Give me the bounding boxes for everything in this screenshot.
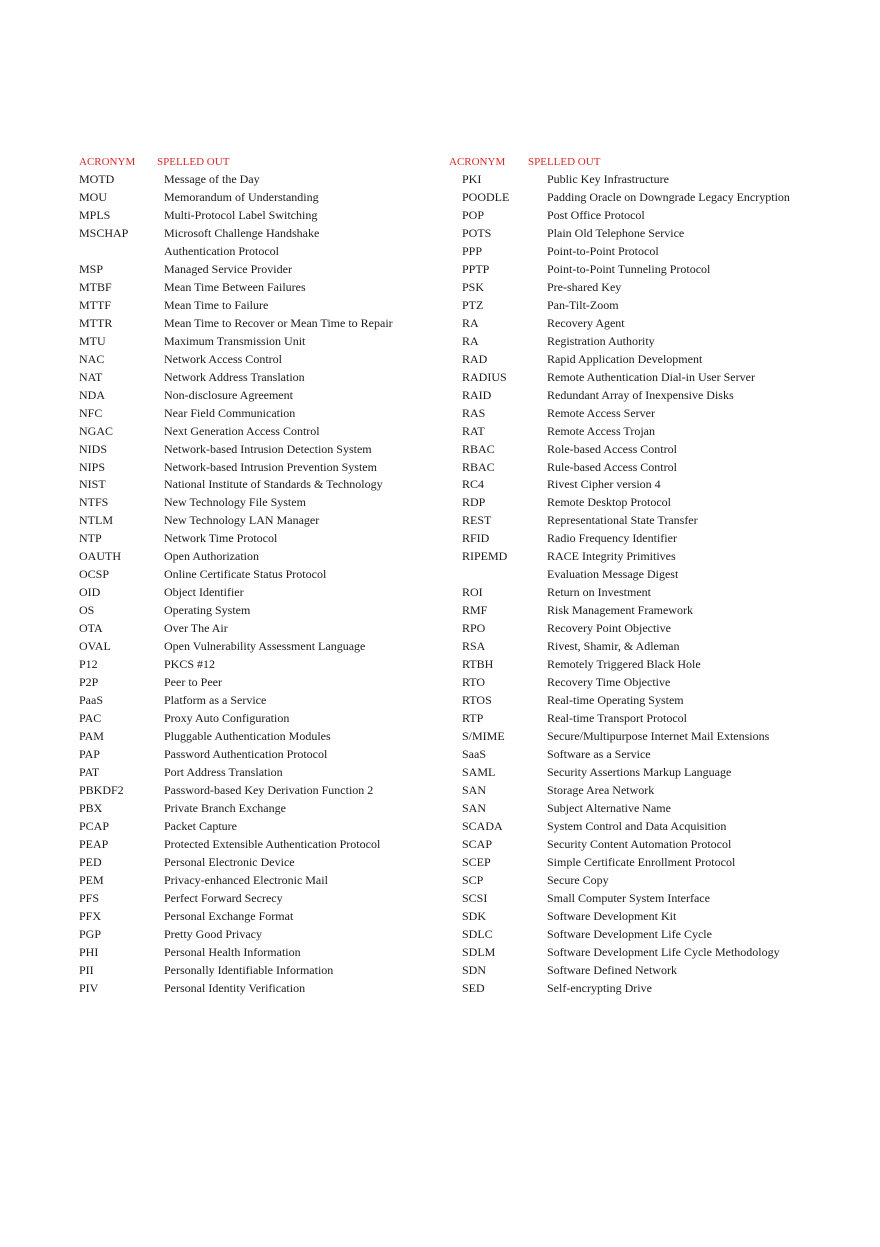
acronym-row [449,944,790,962]
acronym-term: SCEP [462,854,491,869]
acronym-term: SCP [462,872,484,887]
acronym-definition: Perfect Forward Secrecy [164,890,283,905]
acronym-definition: Rivest Cipher version 4 [547,477,661,492]
acronym-row [449,261,790,279]
acronym-term: P2P [79,675,99,690]
acronym-term: OID [79,585,101,600]
acronym-term: MSP [79,261,104,276]
acronym-header: ACRONYM [449,156,506,168]
acronym-row [449,710,790,728]
acronym-term: MPLS [79,207,111,222]
acronym-term: NTLM [79,513,113,528]
acronym-row [449,243,790,261]
acronym-term: RTO [462,675,486,690]
acronym-row [79,189,393,207]
acronym-term: NAT [79,369,103,384]
acronym-definition: Near Field Communication [164,405,296,420]
acronym-definition: Self-encrypting Drive [547,980,652,995]
acronym-row [79,207,393,225]
acronym-term: ROI [462,585,483,600]
acronym-term: PEM [79,872,104,887]
acronym-row [79,351,393,369]
acronym-row [449,764,790,782]
acronym-row [79,872,393,890]
acronym-definition: National Institute of Standards & Technology [164,477,383,492]
acronym-row [79,890,393,908]
acronym-definition: New Technology File System [164,495,306,510]
acronym-row [79,746,393,764]
acronym-definition: Online Certificate Status Protocol [164,567,327,582]
acronym-definition: Mean Time to Recover or Mean Time to Repair [164,315,393,330]
acronym-term: OCSP [79,567,110,582]
acronym-definition: Simple Certificate Enrollment Protocol [547,854,736,869]
acronym-definition: Post Office Protocol [547,207,645,222]
acronym-definition: Storage Area Network [547,782,655,797]
acronym-list [79,171,393,998]
acronym-term: REST [462,513,492,528]
acronym-definition: Recovery Agent [547,315,625,330]
acronym-term: OTA [79,621,103,636]
acronym-definition: Pluggable Authentication Modules [164,729,331,744]
acronym-row [79,980,393,998]
acronym-term: SDK [462,908,487,923]
acronym-row [449,207,790,225]
acronym-definition: New Technology LAN Manager [164,513,320,528]
acronym-row [449,405,790,423]
acronym-row [79,297,393,315]
acronym-row [449,512,790,530]
acronym-term: RC4 [462,477,485,492]
acronym-definition: Software Development Life Cycle Methodology [547,944,780,959]
acronym-term: PAP [79,747,100,761]
acronym-definition: Proxy Auto Configuration [164,711,290,726]
acronym-definition: Pre-shared Key [547,279,622,294]
acronym-term: POODLE [462,189,510,204]
acronym-definition: Remotely Triggered Black Hole [547,657,701,672]
acronym-definition: Real-time Operating System [547,693,684,708]
acronym-row [449,387,790,405]
acronym-row [79,602,393,620]
acronym-row [79,692,393,710]
acronym-term: RSA [462,639,486,654]
acronym-row [449,441,790,459]
acronym-definition: Redundant Array of Inexpensive Disks [547,387,734,402]
acronym-definition: Recovery Point Objective [547,621,671,636]
column-header [449,153,790,171]
acronym-term: SCSI [462,890,488,905]
acronym-term: PPTP [462,261,490,276]
acronym-definition: Software Defined Network [547,962,677,977]
acronym-row [449,962,790,980]
acronym-definition: Network-based Intrusion Detection System [164,441,372,456]
acronym-term: PTZ [462,297,484,312]
acronym-row [79,171,393,189]
acronym-definition: Point-to-Point Protocol [547,243,659,258]
acronym-definition: Next Generation Access Control [164,423,320,438]
acronym-term: P12 [79,657,98,672]
acronym-definition: Small Computer System Interface [547,890,710,905]
acronym-term: OAUTH [79,549,121,564]
acronym-row [449,782,790,800]
acronym-term: PaaS [79,693,103,708]
acronym-term: SAML [462,764,496,779]
acronym-column-right [449,153,790,998]
acronym-definition: Remote Desktop Protocol [547,495,671,510]
acronym-definition: Rule-based Access Control [547,459,677,474]
acronym-row [79,620,393,638]
acronym-definition: Message of the Day [164,172,260,186]
acronym-row [79,459,393,477]
acronym-term: PFX [79,908,102,923]
acronym-row [449,189,790,207]
acronym-row [79,782,393,800]
acronym-term: RADIUS [462,369,507,384]
acronym-row [79,728,393,746]
acronym-definition: Pan-Tilt-Zoom [547,297,619,312]
acronym-definition: Open Vulnerability Assessment Language [164,639,366,654]
acronym-row [449,674,790,692]
spelled-out-header: SPELLED OUT [157,156,230,168]
acronym-term: S/MIME [462,729,505,744]
acronym-term: MTTF [79,297,112,312]
acronym-term: RBAC [462,441,495,456]
acronym-term: PBX [79,800,103,815]
acronym-row [449,890,790,908]
acronym-row [449,926,790,944]
acronym-row [449,459,790,477]
acronym-definition: Evaluation Message Digest [547,567,679,582]
acronym-definition: Remote Access Server [547,405,655,420]
acronym-row [449,279,790,297]
acronym-definition: Personal Health Information [164,944,301,959]
acronym-term: MOTD [79,172,115,186]
acronym-definition: Mean Time Between Failures [164,279,306,294]
acronym-definition: Plain Old Telephone Service [547,225,685,240]
acronym-row [79,279,393,297]
acronym-row [79,512,393,530]
acronym-term: POP [462,207,485,222]
acronym-term: PEAP [79,836,109,851]
acronym-term: RAID [462,387,492,402]
acronym-row [79,225,393,243]
acronym-definition: Over The Air [164,621,228,636]
acronym-row [449,369,790,387]
acronym-row [449,584,790,602]
acronym-term: OS [79,603,95,618]
acronym-term: MTBF [79,279,112,294]
acronym-column-left [79,153,393,998]
acronym-term: SCADA [462,818,503,833]
acronym-term: MSCHAP [79,225,129,240]
acronym-row [449,494,790,512]
acronym-row [449,171,790,189]
acronym-definition: Personally Identifiable Information [164,962,334,977]
acronym-definition: Maximum Transmission Unit [164,333,306,348]
acronym-row [449,315,790,333]
acronym-term: SaaS [462,747,486,761]
acronym-row [449,548,790,566]
acronym-definition: Security Assertions Markup Language [547,764,732,779]
acronym-definition: Security Content Automation Protocol [547,836,732,851]
acronym-row [449,476,790,494]
acronym-row [79,854,393,872]
acronym-row [79,584,393,602]
acronym-definition: Network-based Intrusion Prevention System [164,459,377,474]
acronym-term: SDLC [462,926,493,941]
acronym-definition: Rivest, Shamir, & Adleman [547,639,680,654]
acronym-term: SCAP [462,836,493,851]
acronym-term: OVAL [79,639,111,654]
acronym-term: NAC [79,351,105,366]
acronym-row [79,476,393,494]
acronym-term: PKI [462,172,482,186]
acronym-definition: Memorandum of Understanding [164,189,319,204]
acronym-definition: Point-to-Point Tunneling Protocol [547,261,711,276]
acronym-definition: Port Address Translation [164,764,283,779]
acronym-term: RFID [462,531,490,546]
acronym-term: RDP [462,495,486,510]
acronym-term: NDA [79,387,105,402]
acronym-definition: Secure Copy [547,872,609,887]
acronym-term: MTU [79,333,106,348]
acronym-row [79,962,393,980]
acronym-row [79,566,393,584]
acronym-definition: Risk Management Framework [547,603,693,618]
acronym-term: RPO [462,621,486,636]
acronym-definition: Packet Capture [164,818,237,833]
acronym-row [449,818,790,836]
acronym-term: MOU [79,189,108,204]
acronym-term: RA [462,333,479,348]
acronym-definition: Subject Alternative Name [547,800,671,815]
acronym-row [449,638,790,656]
acronym-term: NIST [79,477,106,492]
acronym-definition: Return on Investment [547,585,651,600]
acronym-term: PAC [79,711,102,726]
acronym-term: RBAC [462,459,495,474]
acronym-definition: Pretty Good Privacy [164,926,262,941]
acronym-definition: Public Key Infrastructure [547,172,669,186]
acronym-term: SDLM [462,944,496,959]
acronym-term: NIDS [79,441,108,456]
acronym-definition: Multi-Protocol Label Switching [164,207,318,222]
acronym-row [449,333,790,351]
acronym-definition: PKCS #12 [164,657,216,672]
acronym-row [79,656,393,674]
acronym-definition: Non-disclosure Agreement [164,387,293,402]
spelled-out-header: SPELLED OUT [528,156,601,168]
acronym-term: RIPEMD [462,549,508,564]
acronym-term: RTOS [462,693,492,708]
acronym-definition: Radio Frequency Identifier [547,531,677,546]
acronym-definition: Personal Identity Verification [164,980,306,995]
acronym-definition: Platform as a Service [164,693,267,708]
acronym-term: NGAC [79,423,114,438]
acronym-term: NTP [79,531,102,546]
acronym-row [79,315,393,333]
acronym-term: RTP [462,711,484,726]
acronym-row [79,944,393,962]
acronym-row [79,530,393,548]
acronym-definition: Software as a Service [547,747,651,761]
acronym-term: PAM [79,729,104,744]
acronym-row [79,818,393,836]
acronym-term: PAT [79,764,100,779]
acronym-definition: Remote Access Trojan [547,423,655,438]
acronym-term: PSK [462,279,485,294]
acronym-row [449,620,790,638]
acronym-definition: Password-based Key Derivation Function 2 [164,782,374,797]
acronym-row [79,836,393,854]
acronym-row [449,602,790,620]
acronym-definition: Operating System [164,603,251,618]
acronym-row [79,908,393,926]
acronym-term: RA [462,315,479,330]
acronym-definition: Software Development Kit [547,908,677,923]
acronym-term: PHI [79,944,99,959]
acronym-term: SED [462,980,485,995]
acronym-term: PCAP [79,818,110,833]
acronym-row [79,926,393,944]
acronym-definition: Mean Time to Failure [164,297,269,312]
acronym-term: NTFS [79,495,109,510]
acronym-definition: Secure/Multipurpose Internet Mail Extensions [547,729,770,744]
acronym-row [449,746,790,764]
acronym-definition: Password Authentication Protocol [164,747,328,761]
acronym-row [79,494,393,512]
acronym-row [449,908,790,926]
acronym-definition: Managed Service Provider [164,261,292,276]
acronym-term: NIPS [79,459,106,474]
acronym-row [79,710,393,728]
acronym-term: RTBH [462,657,494,672]
acronym-definition: Protected Extensible Authentication Protocol [164,836,381,851]
acronym-definition: Network Address Translation [164,369,305,384]
column-header [79,153,393,171]
acronym-term: PPP [462,243,483,258]
acronym-definition: Role-based Access Control [547,441,677,456]
acronym-definition: Microsoft Challenge Handshake [164,225,320,240]
acronym-row [79,243,393,261]
acronym-row [449,566,790,584]
acronym-row [79,764,393,782]
acronym-row [449,692,790,710]
acronym-term: POTS [462,225,492,240]
acronym-definition: Privacy-enhanced Electronic Mail [164,872,328,887]
acronym-term: SDN [462,962,487,977]
acronym-header: ACRONYM [79,156,136,168]
acronym-term: PII [79,962,94,977]
acronym-row [449,836,790,854]
acronym-definition: Peer to Peer [164,675,222,690]
acronym-row [449,351,790,369]
acronym-row [449,423,790,441]
acronym-definition: RACE Integrity Primitives [547,549,676,564]
acronym-row [449,656,790,674]
acronym-definition: Representational State Transfer [547,513,698,528]
acronym-row [449,728,790,746]
acronym-definition: Software Development Life Cycle [547,926,712,941]
acronym-definition: Real-time Transport Protocol [547,711,687,726]
acronym-list [449,171,790,998]
acronym-row [79,423,393,441]
acronym-definition: Personal Exchange Format [164,908,294,923]
acronym-row [449,854,790,872]
acronym-row [79,548,393,566]
acronym-row [449,530,790,548]
acronym-term: SAN [462,782,487,797]
acronym-definition: Padding Oracle on Downgrade Legacy Encryption [547,189,790,204]
acronym-term: PED [79,854,102,869]
acronym-definition: System Control and Data Acquisition [547,818,727,833]
acronym-row [449,980,790,998]
acronym-term: RAT [462,423,485,438]
acronym-definition: Personal Electronic Device [164,854,295,869]
acronym-row [79,674,393,692]
acronym-row [449,225,790,243]
acronym-term: RAD [462,351,488,366]
acronym-row [79,441,393,459]
acronym-definition: Rapid Application Development [547,351,703,366]
acronym-row [449,800,790,818]
acronym-row [79,333,393,351]
acronym-row [449,297,790,315]
acronym-row [449,872,790,890]
acronym-term: RMF [462,603,488,618]
acronym-term: SAN [462,800,487,815]
acronym-definition: Private Branch Exchange [164,800,286,815]
acronym-term: PBKDF2 [79,782,124,797]
acronym-row [79,405,393,423]
acronym-term: RAS [462,405,486,420]
acronym-row [79,800,393,818]
acronym-definition: Network Access Control [164,351,282,366]
acronym-definition: Open Authorization [164,549,259,564]
acronym-row [79,638,393,656]
acronym-definition: Object Identifier [164,585,244,600]
acronym-row [79,387,393,405]
acronym-term: MTTR [79,315,113,330]
acronym-term: PFS [79,890,100,905]
acronym-term: PGP [79,926,102,941]
acronym-term: NFC [79,405,103,420]
acronym-definition: Authentication Protocol [164,243,279,258]
acronym-definition: Remote Authentication Dial-in User Server [547,369,755,384]
acronym-definition: Registration Authority [547,333,655,348]
acronym-row [79,261,393,279]
acronym-definition: Network Time Protocol [164,531,278,546]
acronym-row [79,369,393,387]
acronym-term: PIV [79,980,99,995]
acronym-definition: Recovery Time Objective [547,675,671,690]
